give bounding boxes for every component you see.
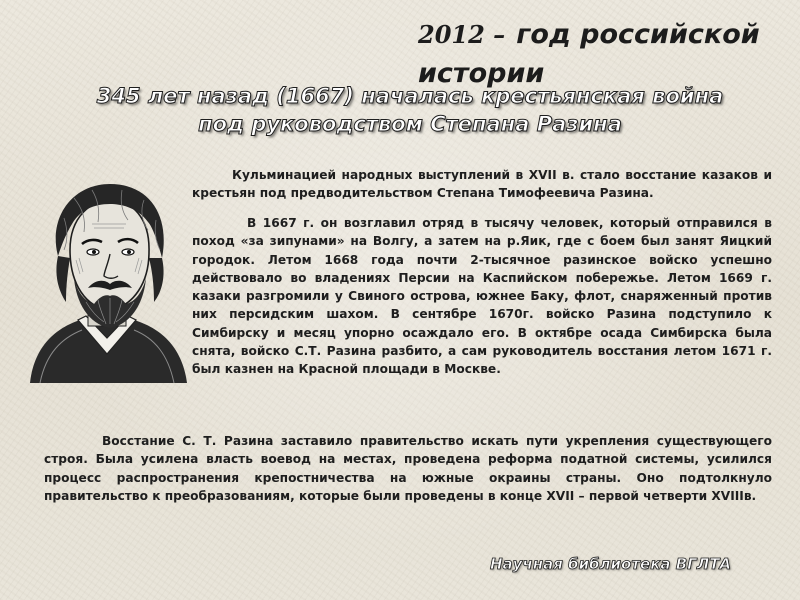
headline-line2: под руководством Степана Разина	[198, 112, 622, 136]
year-title	[418, 14, 788, 92]
library-signature: Научная библиотека ВГЛТА	[490, 555, 732, 573]
paragraph-culmination: Кульминацией народных выступлений в XVII в. стало восстание казаков и крестьян под предводительством Степана Тимофеевича Разина.	[192, 168, 772, 201]
year-number: 2012 –	[418, 20, 506, 49]
paragraph-consequences: Восстание С. Т. Разина заставило правительство искать пути укрепления существующего строя. Была усилена власть воевод на местах, проведена реформа податной системы, усилился процесс распространения крепостничества на южные окраины страны. Оно подтолкнуло правительство к преобразованиям, которые были проведены в конце XVII – первой четверти XVIIIв.	[44, 434, 772, 503]
headline	[60, 82, 760, 138]
year-text: год российской истории	[418, 19, 760, 89]
portrait-engraving-icon	[22, 178, 192, 383]
paragraph-campaign: В 1667 г. он возглавил отряд в тысячу человек, который отправился в поход «за зипунами» на Волгу, а затем на р.Яик, где с боем был занят Яицкий городок. Летом 1668 года почти 2-тысячное разинское войско успешно действовало во владениях Персии на Каспийском побережье. Летом 1669 г. казаки разгромили у Свиного острова, южнее Баку, флот, снаряженный против них персидским шахом. В сентябре 1670г. войско Разина подступило к Симбирску и месяц упорно осаждало его. В октябре осада Симбирска была снята, войско С.Т. Разина разбито, а сам руководитель восстания летом 1671 г. был казнен на Красной площади в Москве.	[192, 216, 772, 377]
headline-line1: 345 лет назад (1667) началась крестьянская война	[96, 84, 724, 108]
